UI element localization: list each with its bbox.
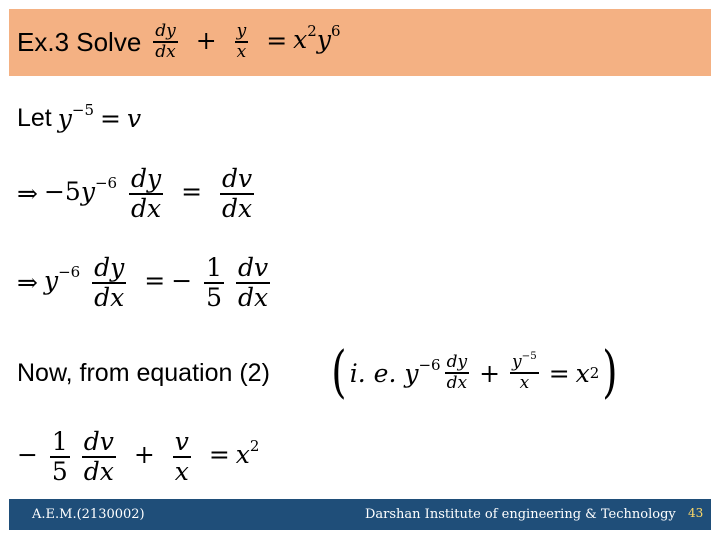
substitution-equation: $y^{-5} = v$ [57,101,142,133]
now-line [17,340,621,405]
reference-equation: ( i. e. $y^{-6}$ $\frac{dy}{dx}$ + $\frac{y^{-5}}{x}$ = x 2 ) [331,340,618,405]
implies-symbol-2: ⇒ [17,268,38,297]
now-text: Now, from equation (2) [17,358,270,387]
title-label: Ex.3 Solve [17,26,142,57]
footer-bar [9,499,711,530]
let-line [17,101,142,133]
derivative-equation-1: $-5y^{-6}$ $\frac{dy}{dx}$ = $\frac{dv}{dx}$ [43,164,253,223]
derivative-line-1 [17,165,258,222]
footer-course-code: A.E.M.(2130002) [32,507,145,522]
slide-title [17,12,341,72]
final-line [17,428,259,485]
implies-symbol-1: ⇒ [17,179,38,208]
derivative-line-2 [17,254,274,311]
let-label: Let [17,104,52,132]
title-equation: $\frac{dy}{dx}$ + $\frac{y}{x}$ = $x^2y^6$ [155,21,341,62]
footer-institute: Darshan Institute of engineering & Technology [365,507,676,522]
final-equation: − $\frac{1}{5}$ $\frac{dv}{dx}$ + $\frac{v}{x}$ = $x^2$ [17,427,260,486]
page-number: 43 [688,506,704,520]
derivative-equation-2: $y^{-6}$ $\frac{dy}{dx}$ = − $\frac{1}{5}$ $\frac{dv}{dx}$ [43,253,269,312]
